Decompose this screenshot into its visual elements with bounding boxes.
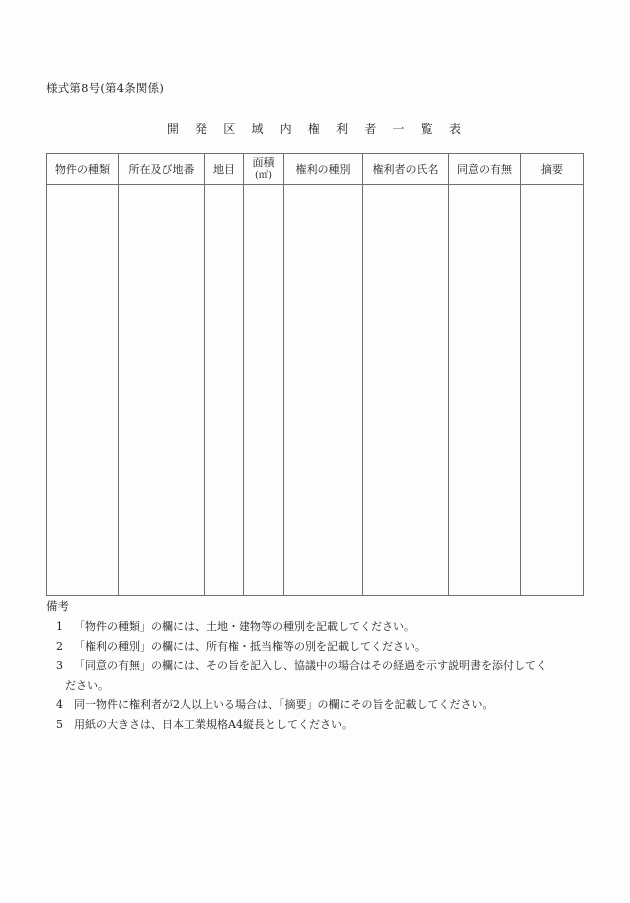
note-number: 1 [56,620,63,633]
area-unit: (㎡) [255,170,272,181]
area-label: 面積 [252,156,275,169]
note-text: 「権利の種別」の欄には、所有権・抵当権等の別を記載してください。 [74,639,426,653]
notes-list [56,617,586,734]
note-item [56,617,586,637]
cell-land-category[interactable] [205,185,244,596]
column-header-area [244,154,284,185]
note-text: 「同意の有無」の欄には、その旨を記入し、協議中の場合はその経過を示す説明書を添付してく [74,659,547,672]
note-continuation: ださい。 [65,678,109,692]
column-header-remarks: 摘要 [521,154,584,185]
note-number: 2 [56,639,63,653]
form-number: 様式第8号(第4条関係) [46,81,165,95]
note-number: 3 [56,659,63,672]
notes-heading: 備考 [46,599,69,613]
note-text: 同一物件に権利者が2人以上いる場合は、「摘要」の欄にその旨を記載してください。 [74,698,494,711]
cell-holder-name[interactable] [363,185,449,596]
column-header-right-type: 権利の種別 [284,154,363,185]
document-title: 開 発 区 域 内 権 利 者 一 覧 表 [166,122,468,136]
note-text: 「物件の種類」の欄には、土地・建物等の種別を記載してください。 [74,620,415,633]
note-text: 用紙の大きさは、日本工業規格A4縦長としてください。 [74,717,353,731]
note-item [56,637,586,657]
column-header-land-category: 地目 [205,154,244,185]
cell-consent[interactable] [449,185,521,596]
note-number: 4 [56,698,63,711]
column-header-consent: 同意の有無 [449,154,521,185]
column-header-location: 所在及び地番 [119,154,205,185]
cell-right-type[interactable] [284,185,363,596]
note-item [56,656,586,676]
column-header-holder-name: 権利者の氏名 [363,154,449,185]
cell-location[interactable] [119,185,205,596]
column-header-property-type: 物件の種類 [47,154,119,185]
table-row [47,185,584,596]
cell-property-type[interactable] [47,185,119,596]
cell-area[interactable] [244,185,284,596]
table-header-row [47,154,584,185]
note-item [56,715,586,735]
rights-holder-table [46,153,584,596]
cell-remarks[interactable] [521,185,584,596]
note-item [56,695,586,715]
note-number: 5 [56,717,63,731]
